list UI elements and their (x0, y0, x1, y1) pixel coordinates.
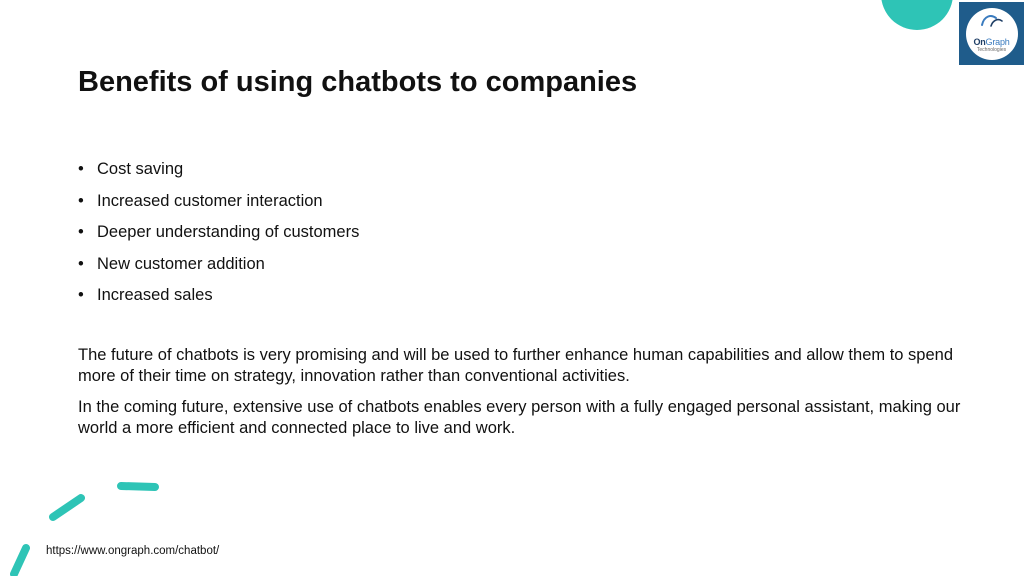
decorative-teal-strokes (0, 470, 180, 576)
coming-future-paragraph: In the coming future, extensive use of chatbots enables every person with a fully engaged personal assistant, making our world a more efficient and connected place to live and work. (78, 398, 961, 437)
decorative-teal-circle (881, 0, 953, 30)
list-item-text: Deeper understanding of customers (97, 223, 360, 241)
bullet-icon: • (78, 286, 84, 304)
bullet-icon: • (78, 160, 84, 178)
list-item (78, 186, 359, 218)
logo-subtitle: Technologies (976, 46, 1007, 53)
list-item-text: Cost saving (97, 160, 184, 178)
teal-dash-bottom (14, 548, 26, 574)
slide-title: Benefits of using chatbots to companies (78, 66, 638, 98)
list-item (78, 154, 359, 186)
company-logo (959, 2, 1024, 65)
list-item-text: New customer addition (97, 254, 265, 273)
list-item-text: Increased customer interaction (97, 191, 323, 210)
list-item-text: Increased sales (97, 286, 213, 304)
bullet-icon: • (78, 223, 84, 241)
future-paragraph: The future of chatbots is very promising and will be used to further enhance human capabilities and allow them to spend more of their time on strategy, innovation rather than conventional activities. (78, 346, 953, 385)
logo-brand-text: OnGraph (973, 36, 1010, 47)
bullet-icon: • (78, 191, 84, 210)
list-item (78, 280, 359, 312)
logo-emblem (966, 8, 1018, 60)
list-item (78, 249, 359, 281)
footer-url: https://www.ongraph.com/chatbot/ (46, 545, 220, 557)
logo-arc-icon (979, 13, 1005, 29)
teal-dash-middle (53, 498, 81, 517)
bullet-icon: • (78, 254, 84, 273)
teal-dash-top (121, 486, 155, 487)
benefits-list (78, 154, 359, 312)
list-item (78, 217, 359, 249)
